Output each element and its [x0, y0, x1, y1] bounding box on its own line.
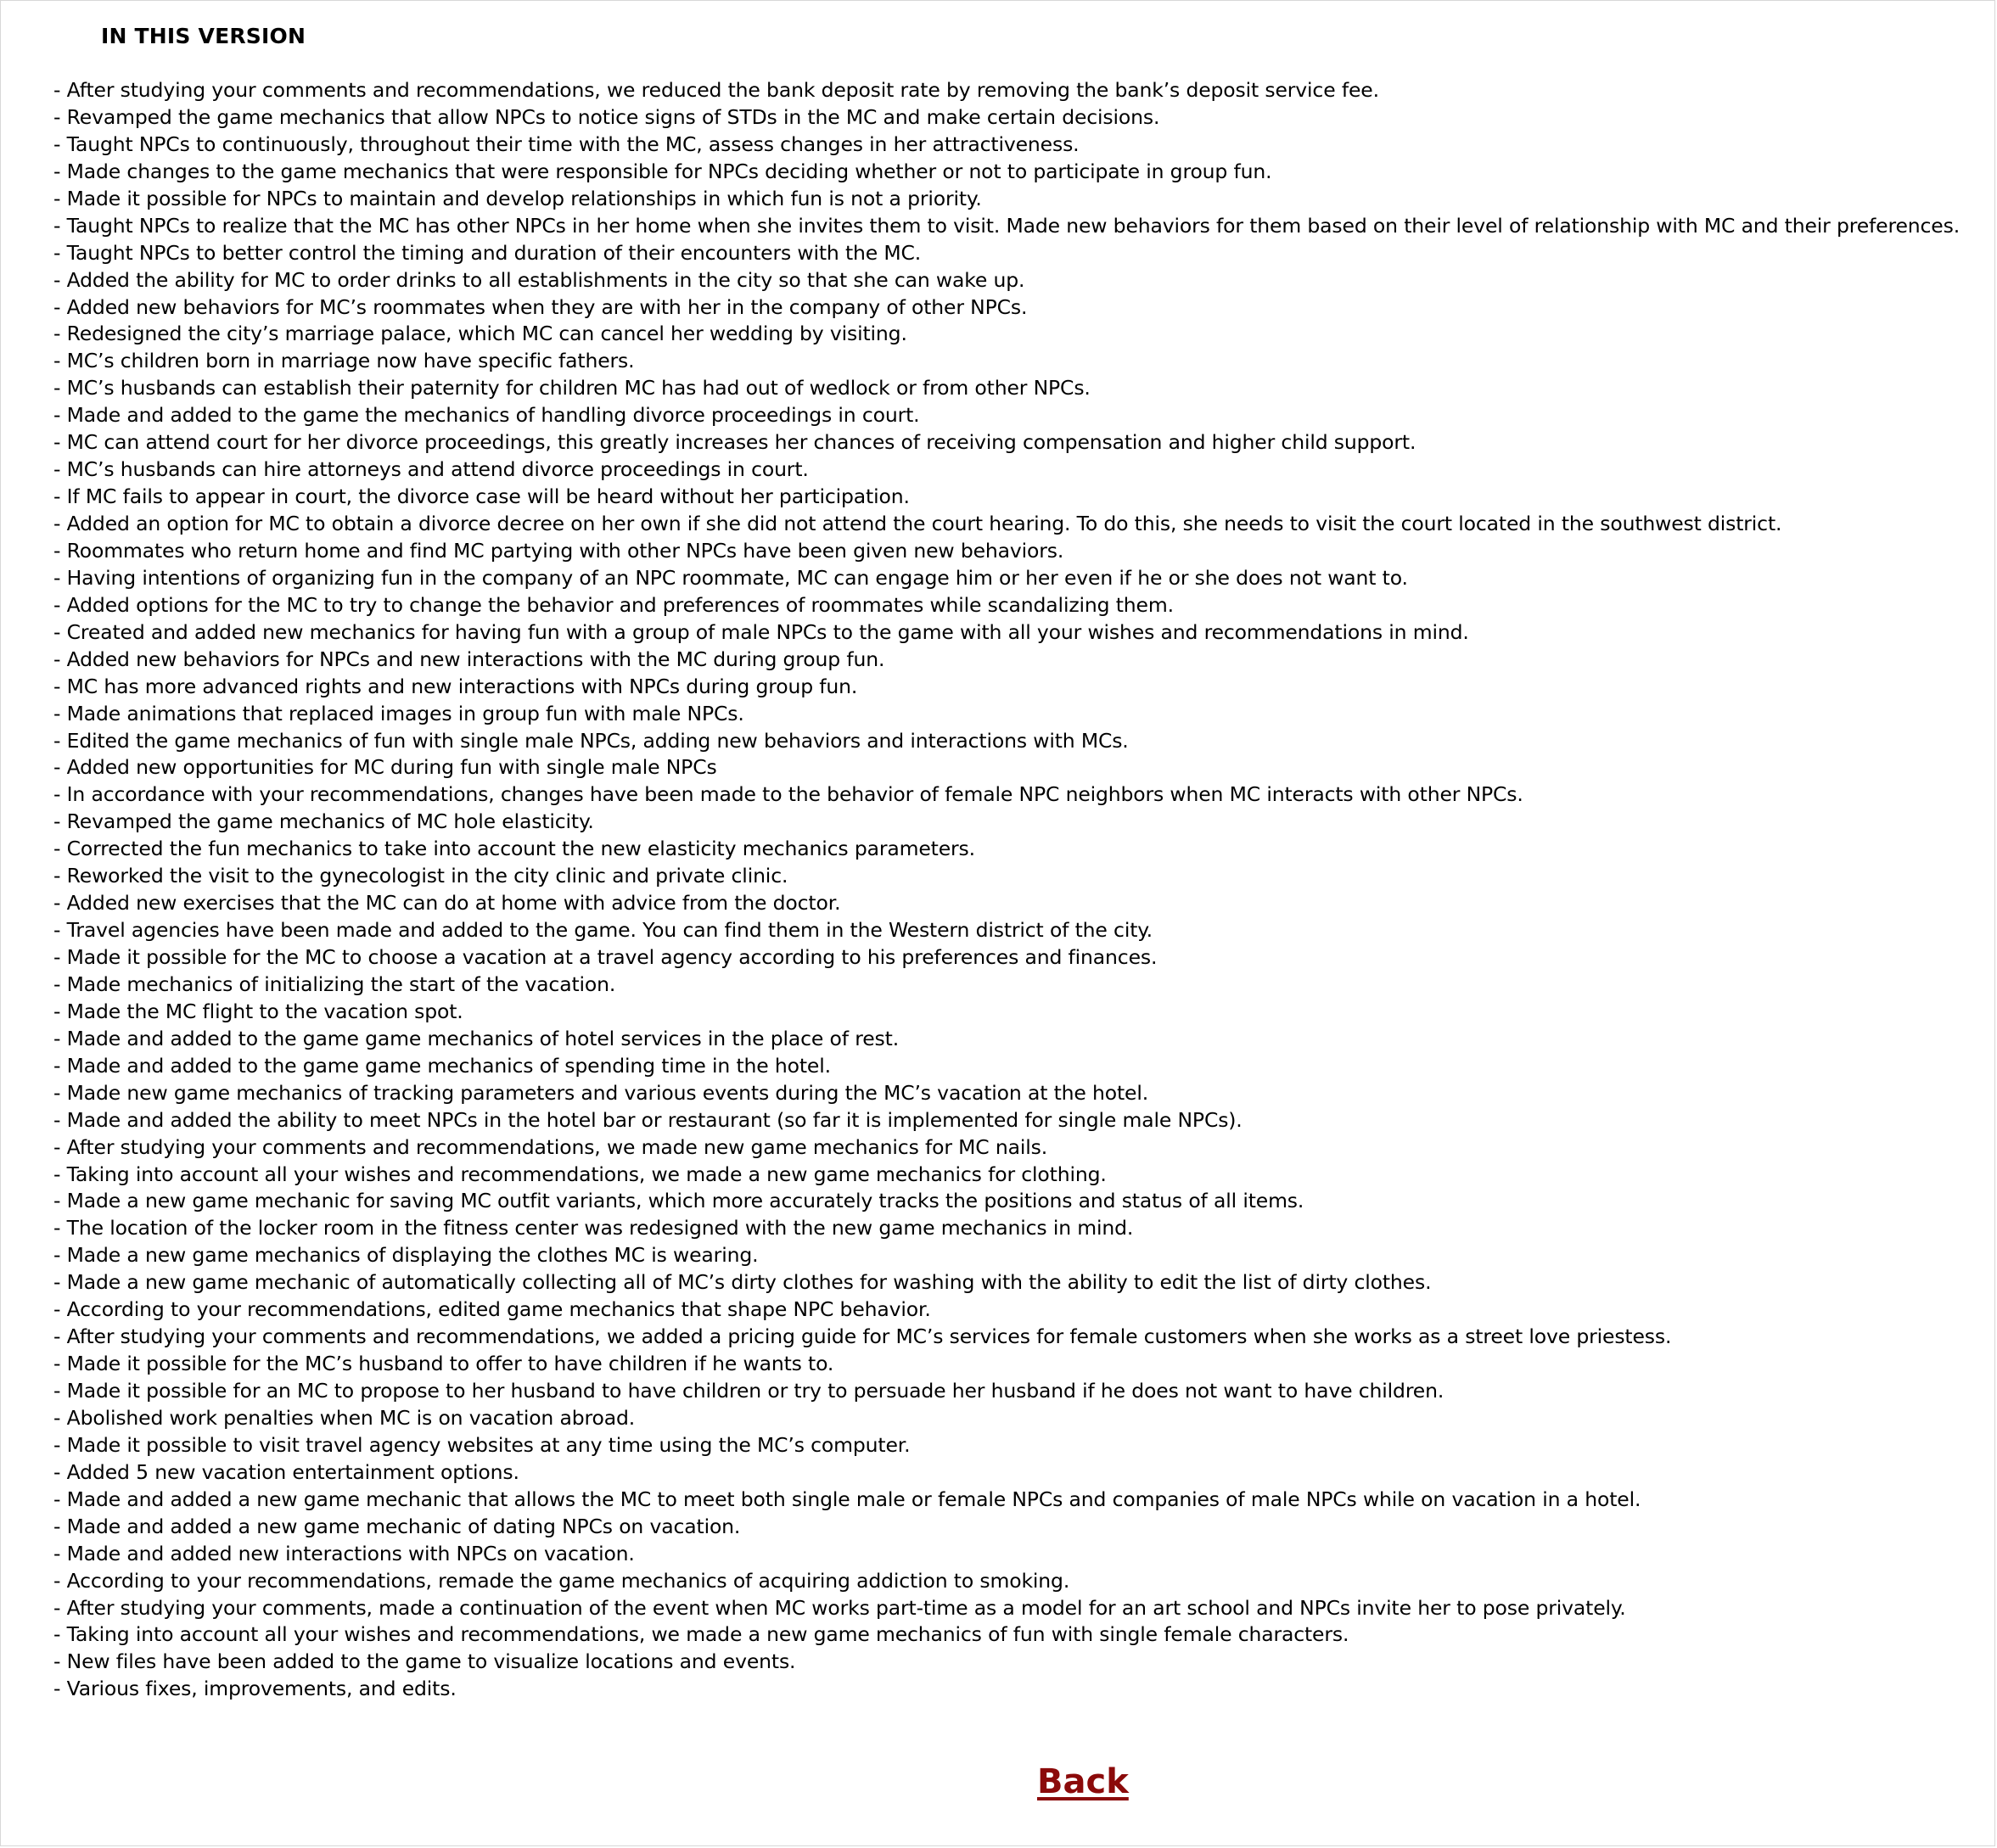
changelog-item: - According to your recommendations, edited game mechanics that shape NPC behavior. — [53, 1297, 931, 1322]
changelog-item: - Made and added to the game game mechanics of hotel services in the place of rest. — [53, 1026, 900, 1050]
changelog-item: - Added 5 new vacation entertainment options. — [53, 1459, 519, 1484]
changelog-item: - Abolished work penalties when MC is on vacation abroad. — [53, 1405, 636, 1430]
changelog-item: - Made and added to the game game mechanics of spending time in the hotel. — [53, 1053, 831, 1078]
changelog-item: - Made it possible for the MC’s husband to offer to have children if he wants to. — [53, 1352, 834, 1376]
changelog-item: - Added options for the MC to try to change the behavior and preferences of roommates while scandalizing them. — [53, 592, 1174, 617]
changelog-item: - Made a new game mechanic of automatically collecting all of MC’s dirty clothes for washing with the ability to edit the list of dirty clothes. — [53, 1270, 1432, 1295]
changelog-item: - Taught NPCs to realize that the MC has other NPCs in her home when she invites them to visit. Made new behaviors for them based on their level of relationship with MC and their preferences. — [53, 213, 1961, 238]
changelog-item: - Made and added a new game mechanic that allows the MC to meet both single male or female NPCs and companies of male NPCs while on vacation in a hotel. — [53, 1487, 1641, 1511]
changelog-item: - If MC fails to appear in court, the divorce case will be heard without her participation. — [53, 484, 910, 509]
changelog-item: - Made it possible for the MC to choose a vacation at a travel agency according to his preferences and finances. — [53, 945, 1158, 969]
changelog-item: - Taught NPCs to continuously, throughout their time with the MC, assess changes in her attractiveness. — [53, 132, 1080, 156]
changelog-item: - MC’s children born in marriage now have specific fathers. — [53, 349, 635, 373]
changelog-item: - Made a new game mechanic for saving MC outfit variants, which more accurately tracks the positions and status of all items. — [53, 1189, 1304, 1213]
changelog-item: - Made and added new interactions with NPCs on vacation. — [53, 1541, 635, 1565]
changelog-item: - The location of the locker room in the fitness center was redesigned with the new game mechanics in mind. — [53, 1216, 1134, 1240]
changelog-item: - Having intentions of organizing fun in the company of an NPC roommate, MC can engage him or her even if he or she does not want to. — [53, 565, 1408, 590]
changelog-item: - Travel agencies have been made and added to the game. You can find them in the Western district of the city. — [53, 918, 1153, 943]
changelog-item: - Reworked the visit to the gynecologist in the city clinic and private clinic. — [53, 864, 788, 888]
changelog-item: - MC’s husbands can establish their paternity for children MC has had out of wedlock or from other NPCs. — [53, 376, 1091, 400]
changelog-item: - MC’s husbands can hire attorneys and attend divorce proceedings in court. — [53, 457, 809, 482]
changelog-item: - After studying your comments, made a continuation of the event when MC works part-time as a model for an art school and NPCs invite her to pose privately. — [53, 1595, 1626, 1620]
changelog-item: - Added the ability for MC to order drinks to all establishments in the city so that she can wake up. — [53, 267, 1025, 292]
changelog-item: - According to your recommendations, remade the game mechanics of acquiring addiction to smoking. — [53, 1568, 1070, 1593]
changelog-item: - Revamped the game mechanics that allow NPCs to notice signs of STDs in the MC and make certain decisions. — [53, 104, 1160, 129]
changelog-item: - Made a new game mechanics of displaying the clothes MC is wearing. — [53, 1243, 759, 1268]
changelog-item: - Added new exercises that the MC can do at home with advice from the doctor. — [53, 891, 841, 916]
changelog-item: - Made animations that replaced images in group fun with male NPCs. — [53, 701, 744, 725]
changelog-item: - After studying your comments and recommendations, we added a pricing guide for MC’s services for female customers when she works as a street love priestess. — [53, 1324, 1672, 1349]
changelog-item: - Made it possible for NPCs to maintain and develop relationships in which fun is not a priority. — [53, 186, 982, 210]
changelog-item: - Various fixes, improvements, and edits. — [53, 1677, 457, 1701]
changelog-item: - Made and added a new game mechanic of dating NPCs on vacation. — [53, 1514, 741, 1538]
changelog-item: - New files have been added to the game to visualize locations and events. — [53, 1649, 796, 1674]
changelog-item: - Redesigned the city’s marriage palace, which MC can cancel her wedding by visiting. — [53, 322, 907, 346]
changelog-item: - Made it possible for an MC to propose to her husband to have children or try to persuade her husband if he does not want to have children. — [53, 1379, 1444, 1403]
changelog-item: - Added new behaviors for NPCs and new interactions with the MC during group fun. — [53, 647, 885, 671]
changelog-item: - Added new opportunities for MC during fun with single male NPCs — [53, 755, 717, 780]
changelog-item: - Made and added to the game the mechanics of handling divorce proceedings in court. — [53, 403, 920, 428]
changelog-item: - Made and added the ability to meet NPCs in the hotel bar or restaurant (so far it is implemented for single male NPCs). — [53, 1107, 1243, 1132]
changelog-item: - Taking into account all your wishes and recommendations, we made a new game mechanics for clothing. — [53, 1162, 1107, 1186]
changelog-list — [53, 77, 1977, 1703]
changelog-item: - MC can attend court for her divorce proceedings, this greatly increases her chances of receiving compensation and higher child support. — [53, 430, 1416, 455]
changelog-item: - Corrected the fun mechanics to take into account the new elasticity mechanics parameters. — [53, 837, 975, 861]
changelog-item: - Taking into account all your wishes and recommendations, we made a new game mechanics of fun with single female characters. — [53, 1622, 1349, 1647]
changelog-item: - Made new game mechanics of tracking parameters and various events during the MC’s vacation at the hotel. — [53, 1080, 1149, 1105]
changelog-item: - Made the MC flight to the vacation spot. — [53, 999, 463, 1023]
version-heading: IN THIS VERSION — [101, 24, 306, 48]
changelog-item: - After studying your comments and recommendations, we reduced the bank deposit rate by removing the bank’s deposit service fee. — [53, 78, 1379, 102]
changelog-item: - Edited the game mechanics of fun with single male NPCs, adding new behaviors and interactions with MCs. — [53, 728, 1129, 753]
changelog-item: - Made it possible to visit travel agency websites at any time using the MC’s computer. — [53, 1432, 911, 1457]
changelog-item: - Added an option for MC to obtain a divorce decree on her own if she did not attend the court hearing. To do this, she needs to visit the court located in the southwest district. — [53, 512, 1782, 535]
changelog-item: - Roommates who return home and find MC partying with other NPCs have been given new behaviors. — [53, 538, 1064, 563]
changelog-item: - Revamped the game mechanics of MC hole elasticity. — [53, 809, 594, 834]
changelog-item: - Taught NPCs to better control the timing and duration of their encounters with the MC. — [53, 240, 922, 265]
changelog-item: - Added new behaviors for MC’s roommates when they are with her in the company of other NPCs. — [53, 294, 1028, 319]
changelog-item: - Made mechanics of initializing the start of the vacation. — [53, 972, 616, 996]
back-link[interactable]: Back — [1037, 1762, 1129, 1801]
changelog-item: - In accordance with your recommendations, changes have been made to the behavior of female NPC neighbors when MC interacts with other NPCs. — [53, 782, 1523, 807]
changelog-item: - Created and added new mechanics for having fun with a group of male NPCs to the game with all your wishes and recommendations in mind. — [53, 619, 1469, 644]
changelog-item: - After studying your comments and recommendations, we made new game mechanics for MC nails. — [53, 1134, 1048, 1159]
changelog-item: - Made changes to the game mechanics that were responsible for NPCs deciding whether or not to participate in group fun. — [53, 159, 1272, 183]
changelog-item: - MC has more advanced rights and new interactions with NPCs during group fun. — [53, 674, 858, 698]
